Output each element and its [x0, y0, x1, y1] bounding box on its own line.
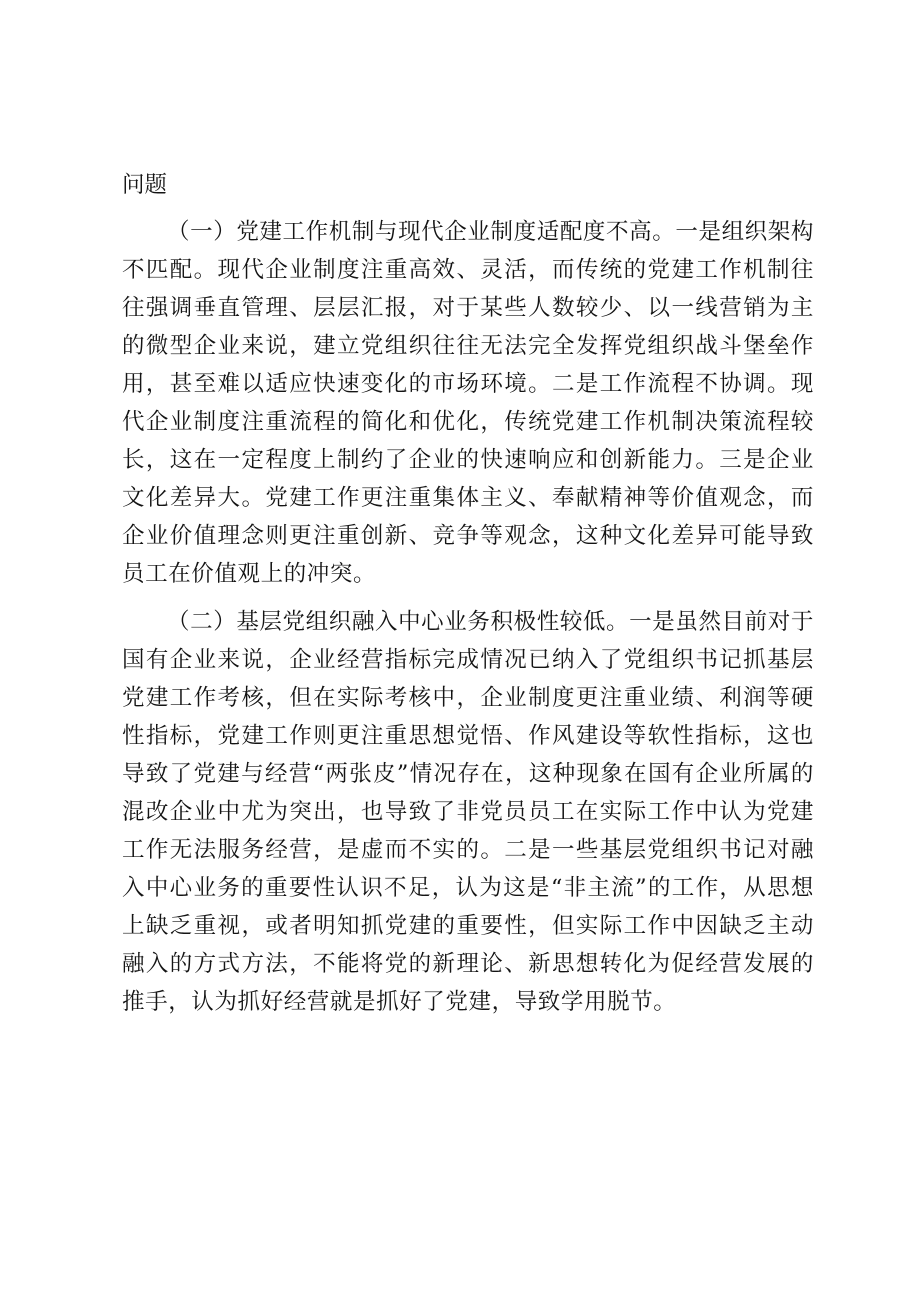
section-heading-fragment: 问题 — [122, 172, 168, 198]
paragraph-one: （一）党建工作机制与现代企业制度适配度不高。一是组织架构不匹配。现代企业制度注重高效、灵活，而传统的党建工作机制往往强调垂直管理、层层汇报，对于某些人数较少、以一线营销为主的微型企业来说，建立党组织往往无法完全发挥党组织战斗堡垒作用，甚至难以适应快速变化的市场环境。二是工作流程不协调。现代企业制度注重流程的简化和优化，传统党建工作机制决策流程较长，这在一定程度上制约了企业的快速响应和创新能力。三是企业文化差异大。党建工作更注重集体主义、奉献精神等价值观念，而企业价值理念则更注重创新、竞争等观念，这种文化差异可能导致员工在价值观上的冲突。 — [122, 219, 814, 587]
paragraph-two: （二）基层党组织融入中心业务积极性较低。一是虽然目前对于国有企业来说，企业经营指标完成情况已纳入了党组织书记抓基层党建工作考核，但在实际考核中，企业制度更注重业绩、利润等硬性指标，党建工作则更注重思想觉悟、作风建设等软性指标，这也导致了党建与经营“两张皮”情况存在，这种现象在国有企业所属的混改企业中尤为突出，也导致了非党员员工在实际工作中认为党建工作无法服务经营，是虚而不实的。二是一些基层党组织书记对融入中心业务的重要性认识不足，认为这是“非主流”的工作，从思想上缺乏重视，或者明知抓党建的重要性，但实际工作中因缺乏主动融入的方式方法，不能将党的新理论、新思想转化为促经营发展的推手，认为抓好经营就是抓好了党建，导致学用脱节。 — [122, 609, 814, 1015]
document-body — [122, 167, 814, 1031]
